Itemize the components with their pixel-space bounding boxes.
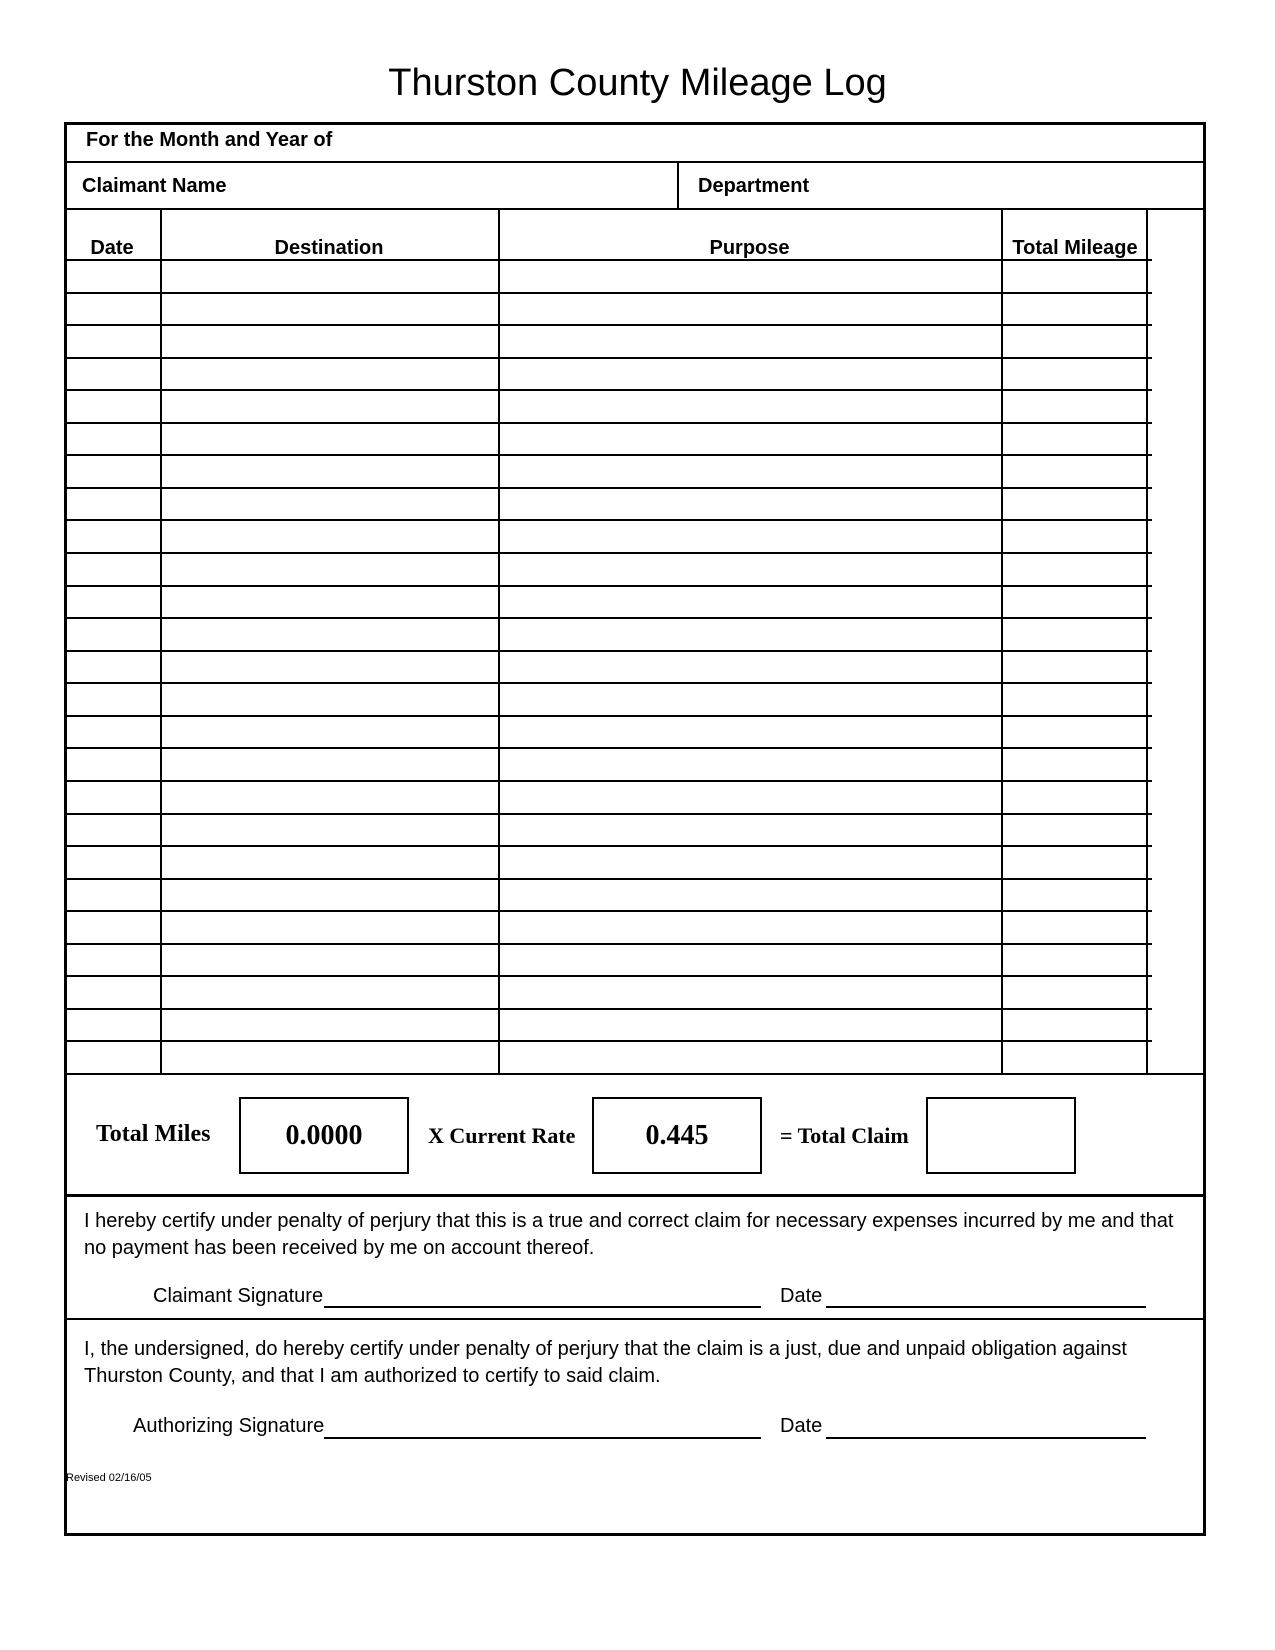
- destination-cell[interactable]: [162, 684, 497, 714]
- purpose-cell[interactable]: [500, 587, 1000, 617]
- purpose-cell[interactable]: [500, 424, 1000, 454]
- mileage-cell[interactable]: [1003, 326, 1145, 356]
- mileage-cell[interactable]: [1003, 815, 1145, 845]
- destination-cell[interactable]: [162, 880, 497, 910]
- column-header-date: Date: [90, 237, 134, 259]
- mileage-cell[interactable]: [1003, 977, 1145, 1007]
- destination-cell[interactable]: [162, 391, 497, 421]
- current-rate-box[interactable]: 0.445: [592, 1097, 762, 1174]
- destination-cell[interactable]: [162, 749, 497, 779]
- destination-cell[interactable]: [162, 652, 497, 682]
- divider: [64, 1194, 1206, 1197]
- date-cell[interactable]: [66, 1010, 159, 1040]
- date-cell[interactable]: [66, 587, 159, 617]
- date-cell[interactable]: [66, 847, 159, 877]
- mileage-cell[interactable]: [1003, 652, 1145, 682]
- authorizing-date-label: Date: [780, 1415, 823, 1437]
- date-cell[interactable]: [66, 1042, 159, 1072]
- date-cell[interactable]: [66, 652, 159, 682]
- date-cell[interactable]: [66, 619, 159, 649]
- page-title: Thurston County Mileage Log: [388, 62, 887, 104]
- purpose-cell[interactable]: [500, 521, 1000, 551]
- claimant-signature-line[interactable]: [324, 1306, 761, 1308]
- mileage-cell[interactable]: [1003, 912, 1145, 942]
- date-cell[interactable]: [66, 521, 159, 551]
- claimant-date-line[interactable]: [826, 1306, 1146, 1308]
- mileage-cell[interactable]: [1003, 1042, 1145, 1072]
- destination-cell[interactable]: [162, 456, 497, 486]
- date-cell[interactable]: [66, 554, 159, 584]
- date-cell[interactable]: [66, 294, 159, 324]
- date-cell[interactable]: [66, 684, 159, 714]
- total-claim-label: = Total Claim: [780, 1123, 909, 1148]
- purpose-cell[interactable]: [500, 1042, 1000, 1072]
- mileage-cell[interactable]: [1003, 749, 1145, 779]
- mileage-cell[interactable]: [1003, 391, 1145, 421]
- claimant-signature-label: Claimant Signature: [153, 1285, 324, 1307]
- column-header-destination: Destination: [274, 237, 384, 259]
- destination-cell[interactable]: [162, 587, 497, 617]
- month-year-field[interactable]: [330, 122, 1200, 162]
- destination-cell[interactable]: [162, 489, 497, 519]
- purpose-cell[interactable]: [500, 717, 1000, 747]
- total-miles-label: Total Miles: [96, 1121, 211, 1147]
- purpose-cell[interactable]: [500, 652, 1000, 682]
- purpose-cell[interactable]: [500, 977, 1000, 1007]
- purpose-cell[interactable]: [500, 359, 1000, 389]
- table-bottom-line: [64, 1073, 1206, 1075]
- column-header-total-mileage: Total Mileage: [1012, 237, 1138, 259]
- authorizing-date-line[interactable]: [826, 1437, 1146, 1439]
- date-cell[interactable]: [66, 424, 159, 454]
- department-label: Department: [698, 175, 810, 197]
- total-miles-box[interactable]: 0.0000: [239, 1097, 409, 1174]
- divider: [64, 1318, 1206, 1320]
- mileage-cell[interactable]: [1003, 294, 1145, 324]
- date-cell[interactable]: [66, 880, 159, 910]
- mileage-cell[interactable]: [1003, 717, 1145, 747]
- purpose-cell[interactable]: [500, 456, 1000, 486]
- purpose-cell[interactable]: [500, 945, 1000, 975]
- destination-cell[interactable]: [162, 717, 497, 747]
- destination-cell[interactable]: [162, 1042, 497, 1072]
- divider: [677, 161, 679, 209]
- mileage-cell[interactable]: [1003, 521, 1145, 551]
- date-cell[interactable]: [66, 912, 159, 942]
- date-cell[interactable]: [66, 261, 159, 291]
- mileage-cell[interactable]: [1003, 945, 1145, 975]
- destination-cell[interactable]: [162, 912, 497, 942]
- purpose-cell[interactable]: [500, 912, 1000, 942]
- date-cell[interactable]: [66, 391, 159, 421]
- destination-cell[interactable]: [162, 782, 497, 812]
- purpose-cell[interactable]: [500, 782, 1000, 812]
- divider: [64, 208, 1206, 210]
- mileage-cell[interactable]: [1003, 847, 1145, 877]
- claimant-name-field[interactable]: [230, 163, 670, 208]
- mileage-cell[interactable]: [1003, 587, 1145, 617]
- destination-cell[interactable]: [162, 326, 497, 356]
- purpose-cell[interactable]: [500, 391, 1000, 421]
- mileage-cell[interactable]: [1003, 1010, 1145, 1040]
- destination-cell[interactable]: [162, 424, 497, 454]
- destination-cell[interactable]: [162, 359, 497, 389]
- destination-cell[interactable]: [162, 554, 497, 584]
- purpose-cell[interactable]: [500, 684, 1000, 714]
- mileage-cell[interactable]: [1003, 261, 1145, 291]
- destination-cell[interactable]: [162, 261, 497, 291]
- month-year-label: For the Month and Year of: [86, 129, 333, 151]
- date-cell[interactable]: [66, 977, 159, 1007]
- destination-cell[interactable]: [162, 815, 497, 845]
- purpose-cell[interactable]: [500, 261, 1000, 291]
- mileage-cell[interactable]: [1003, 782, 1145, 812]
- column-header-purpose: Purpose: [709, 237, 790, 259]
- purpose-cell[interactable]: [500, 1010, 1000, 1040]
- mileage-cell[interactable]: [1003, 554, 1145, 584]
- current-rate-label: X Current Rate: [428, 1123, 576, 1148]
- authorizing-signature-label: Authorizing Signature: [133, 1415, 325, 1437]
- purpose-cell[interactable]: [500, 619, 1000, 649]
- destination-cell[interactable]: [162, 1010, 497, 1040]
- authorizer-certification-text: I, the undersigned, do hereby certify under penalty of perjury that the claim is a just, due and unpaid obligation against Thurston County, and that I am authorized to certify to said claim.: [84, 1338, 1127, 1387]
- date-cell[interactable]: [66, 945, 159, 975]
- total-claim-box[interactable]: [926, 1097, 1076, 1174]
- mileage-cell[interactable]: [1003, 424, 1145, 454]
- purpose-cell[interactable]: [500, 489, 1000, 519]
- date-cell[interactable]: [66, 359, 159, 389]
- claimant-name-label: Claimant Name: [82, 175, 227, 197]
- mileage-cell[interactable]: [1003, 880, 1145, 910]
- purpose-cell[interactable]: [500, 815, 1000, 845]
- destination-cell[interactable]: [162, 977, 497, 1007]
- date-cell[interactable]: [66, 456, 159, 486]
- mileage-cell[interactable]: [1003, 489, 1145, 519]
- department-field[interactable]: [815, 163, 1200, 208]
- purpose-cell[interactable]: [500, 880, 1000, 910]
- mileage-cell[interactable]: [1003, 684, 1145, 714]
- mileage-cell[interactable]: [1003, 456, 1145, 486]
- date-cell[interactable]: [66, 782, 159, 812]
- date-cell[interactable]: [66, 815, 159, 845]
- authorizing-signature-line[interactable]: [324, 1437, 761, 1439]
- mileage-cell[interactable]: [1003, 359, 1145, 389]
- purpose-cell[interactable]: [500, 847, 1000, 877]
- revised-date: Revised 02/16/05: [66, 1472, 152, 1484]
- claimant-certification-text: I hereby certify under penalty of perjury that this is a true and correct claim for necessary expenses incurred by me and that no payment has been received by me on account thereof.: [84, 1210, 1174, 1259]
- date-cell[interactable]: [66, 717, 159, 747]
- purpose-cell[interactable]: [500, 326, 1000, 356]
- date-cell[interactable]: [66, 326, 159, 356]
- destination-cell[interactable]: [162, 847, 497, 877]
- date-cell[interactable]: [66, 749, 159, 779]
- purpose-cell[interactable]: [500, 749, 1000, 779]
- mileage-cell[interactable]: [1003, 619, 1145, 649]
- destination-cell[interactable]: [162, 619, 497, 649]
- destination-cell[interactable]: [162, 294, 497, 324]
- purpose-cell[interactable]: [500, 554, 1000, 584]
- destination-cell[interactable]: [162, 945, 497, 975]
- destination-cell[interactable]: [162, 521, 497, 551]
- purpose-cell[interactable]: [500, 294, 1000, 324]
- date-cell[interactable]: [66, 489, 159, 519]
- claimant-date-label: Date: [780, 1285, 823, 1307]
